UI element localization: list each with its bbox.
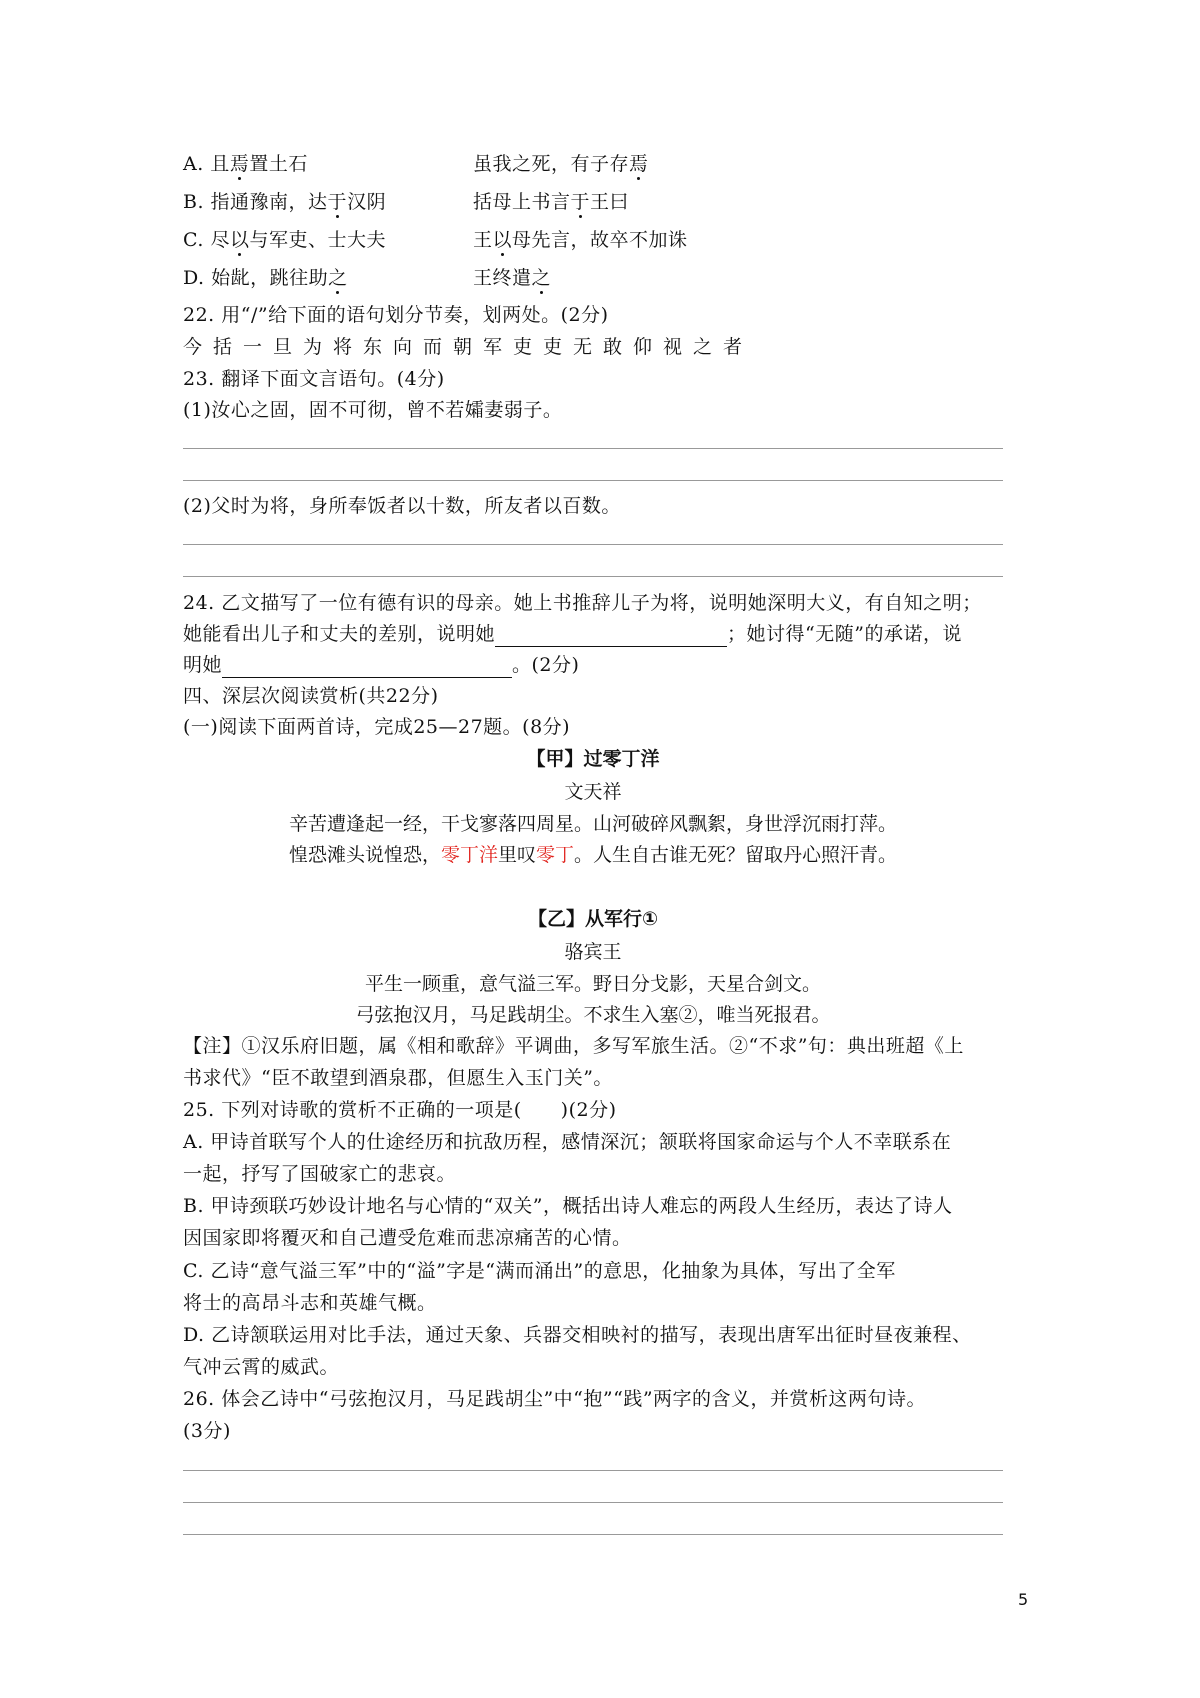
q25-option-d-1: D. 乙诗颔联运用对比手法，通过天象、兵器交相映衬的描写，表现出唐军出征时昼夜兼程、 (183, 1324, 972, 1346)
q26-line-1: 26. 体会乙诗中“弓弦抱汉月，马足践胡尘”中“抱”“践”两字的含义，并赏析这两句诗。 (183, 1388, 927, 1410)
highlight-text: 零丁洋 (440, 844, 498, 866)
note-line-2: 书求代》“臣不敢望到酒泉郡，但愿生入玉门关”。 (183, 1067, 613, 1089)
q26-line-2: (3分) (183, 1420, 231, 1442)
poem-jia-author: 文天祥 (564, 781, 622, 803)
answer-line[interactable] (183, 480, 1003, 481)
q25-prompt: 25. 下列对诗歌的赏析不正确的一项是( )(2分) (183, 1099, 617, 1121)
q25-option-c-2: 将士的高昂斗志和英雄气概。 (183, 1292, 437, 1314)
q21-option-a-left: A. 且焉置土石 (183, 153, 308, 175)
fill-blank[interactable] (222, 653, 512, 678)
poem-yi-title: 【乙】从军行① (527, 908, 659, 930)
q21-option-d-left: D. 始龀，跳往助之 (183, 267, 348, 289)
q23-prompt: 23. 翻译下面文言语句。(4分) (183, 368, 445, 390)
poem-yi-author: 骆宾王 (564, 941, 622, 963)
q25-option-a-2: 一起，抒写了国破家亡的悲哀。 (183, 1163, 457, 1185)
q21-option-c-right: 王以母先言，故卒不加诛 (473, 229, 688, 251)
poem-jia-title: 【甲】过零丁洋 (526, 748, 660, 770)
q21-option-b-left: B. 指通豫南，达于汉阴 (183, 191, 387, 213)
section-4-title: 四、深层次阅读赏析(共22分) (183, 685, 439, 707)
note-line-1: 【注】①汉乐府旧题，属《相和歌辞》平调曲，多写军旅生活。②“不求”句：典出班超《上 (183, 1035, 964, 1057)
q23-item-2: (2)父时为将，身所奉饭者以十数，所友者以百数。 (183, 495, 621, 517)
fill-blank[interactable] (495, 622, 727, 647)
q21-option-c-left: C. 尽以与军吏、士大夫 (183, 229, 386, 251)
answer-line[interactable] (183, 1534, 1003, 1535)
answer-line[interactable] (183, 576, 1003, 577)
q23-item-1: (1)汝心之固，固不可彻，曾不若孀妻弱子。 (183, 399, 563, 421)
q22-prompt: 22. 用“/”给下面的语句划分节奏，划两处。(2分) (183, 304, 609, 326)
q25-option-b-2: 因国家即将覆灭和自己遭受危难而悲凉痛苦的心情。 (183, 1227, 632, 1249)
answer-line[interactable] (183, 1502, 1003, 1503)
answer-line[interactable] (183, 448, 1003, 449)
answer-line[interactable] (183, 544, 1003, 545)
q25-option-b-1: B. 甲诗颈联巧妙设计地名与心情的“双关”，概括出诗人难忘的两段人生经历，表达了诗人 (183, 1195, 953, 1217)
page-number: 5 (1018, 1590, 1029, 1609)
q25-option-c-1: C. 乙诗“意气溢三军”中的“溢”字是“满而涌出”的意思，化抽象为具体，写出了全军 (183, 1260, 896, 1282)
q25-option-d-2: 气冲云霄的威武。 (183, 1356, 340, 1378)
q25-option-a-1: A. 甲诗首联写个人的仕途经历和抗敌历程，感情深沉；颔联将国家命运与个人不幸联系在 (183, 1131, 952, 1153)
poem-yi-line-1: 平生一顾重，意气溢三军。野日分戈影，天星合剑文。 (364, 973, 821, 995)
q24-line-1: 24. 乙文描写了一位有德有识的母亲。她上书推辞儿子为将，说明她深明大义，有自知之明； (183, 592, 982, 614)
section-4-sub-1: (一)阅读下面两首诗，完成25—27题。(8分) (183, 716, 571, 738)
poem-jia-line-1: 辛苦遭逢起一经，干戈寥落四周星。山河破碎风飘絮，身世浮沉雨打萍。 (288, 813, 897, 835)
highlight-text: 零丁 (536, 844, 575, 866)
q21-option-d-right: 王终遣之 (473, 267, 552, 289)
q24-line-2: 她能看出儿子和丈夫的差别，说明她 ；她讨得“无随”的承诺，说 (183, 623, 962, 645)
q21-option-b-right: 括母上书言于王曰 (473, 191, 630, 213)
answer-line[interactable] (183, 1470, 1003, 1471)
poem-yi-line-2: 弓弦抱汉月，马足践胡尘。不求生入塞②，唯当死报君。 (355, 1004, 831, 1026)
q21-option-a-right: 虽我之死，有子存焉 (473, 153, 649, 175)
poem-jia-line-2: 惶恐滩头说惶恐，零丁洋里叹零丁。人生自古谁无死？留取丹心照汗青。 (288, 844, 898, 866)
q22-sentence: 今括一旦为将东向而朝军吏吏无敢仰视之者 (183, 336, 754, 358)
q24-line-3: 明她 。(2分) (183, 654, 580, 676)
